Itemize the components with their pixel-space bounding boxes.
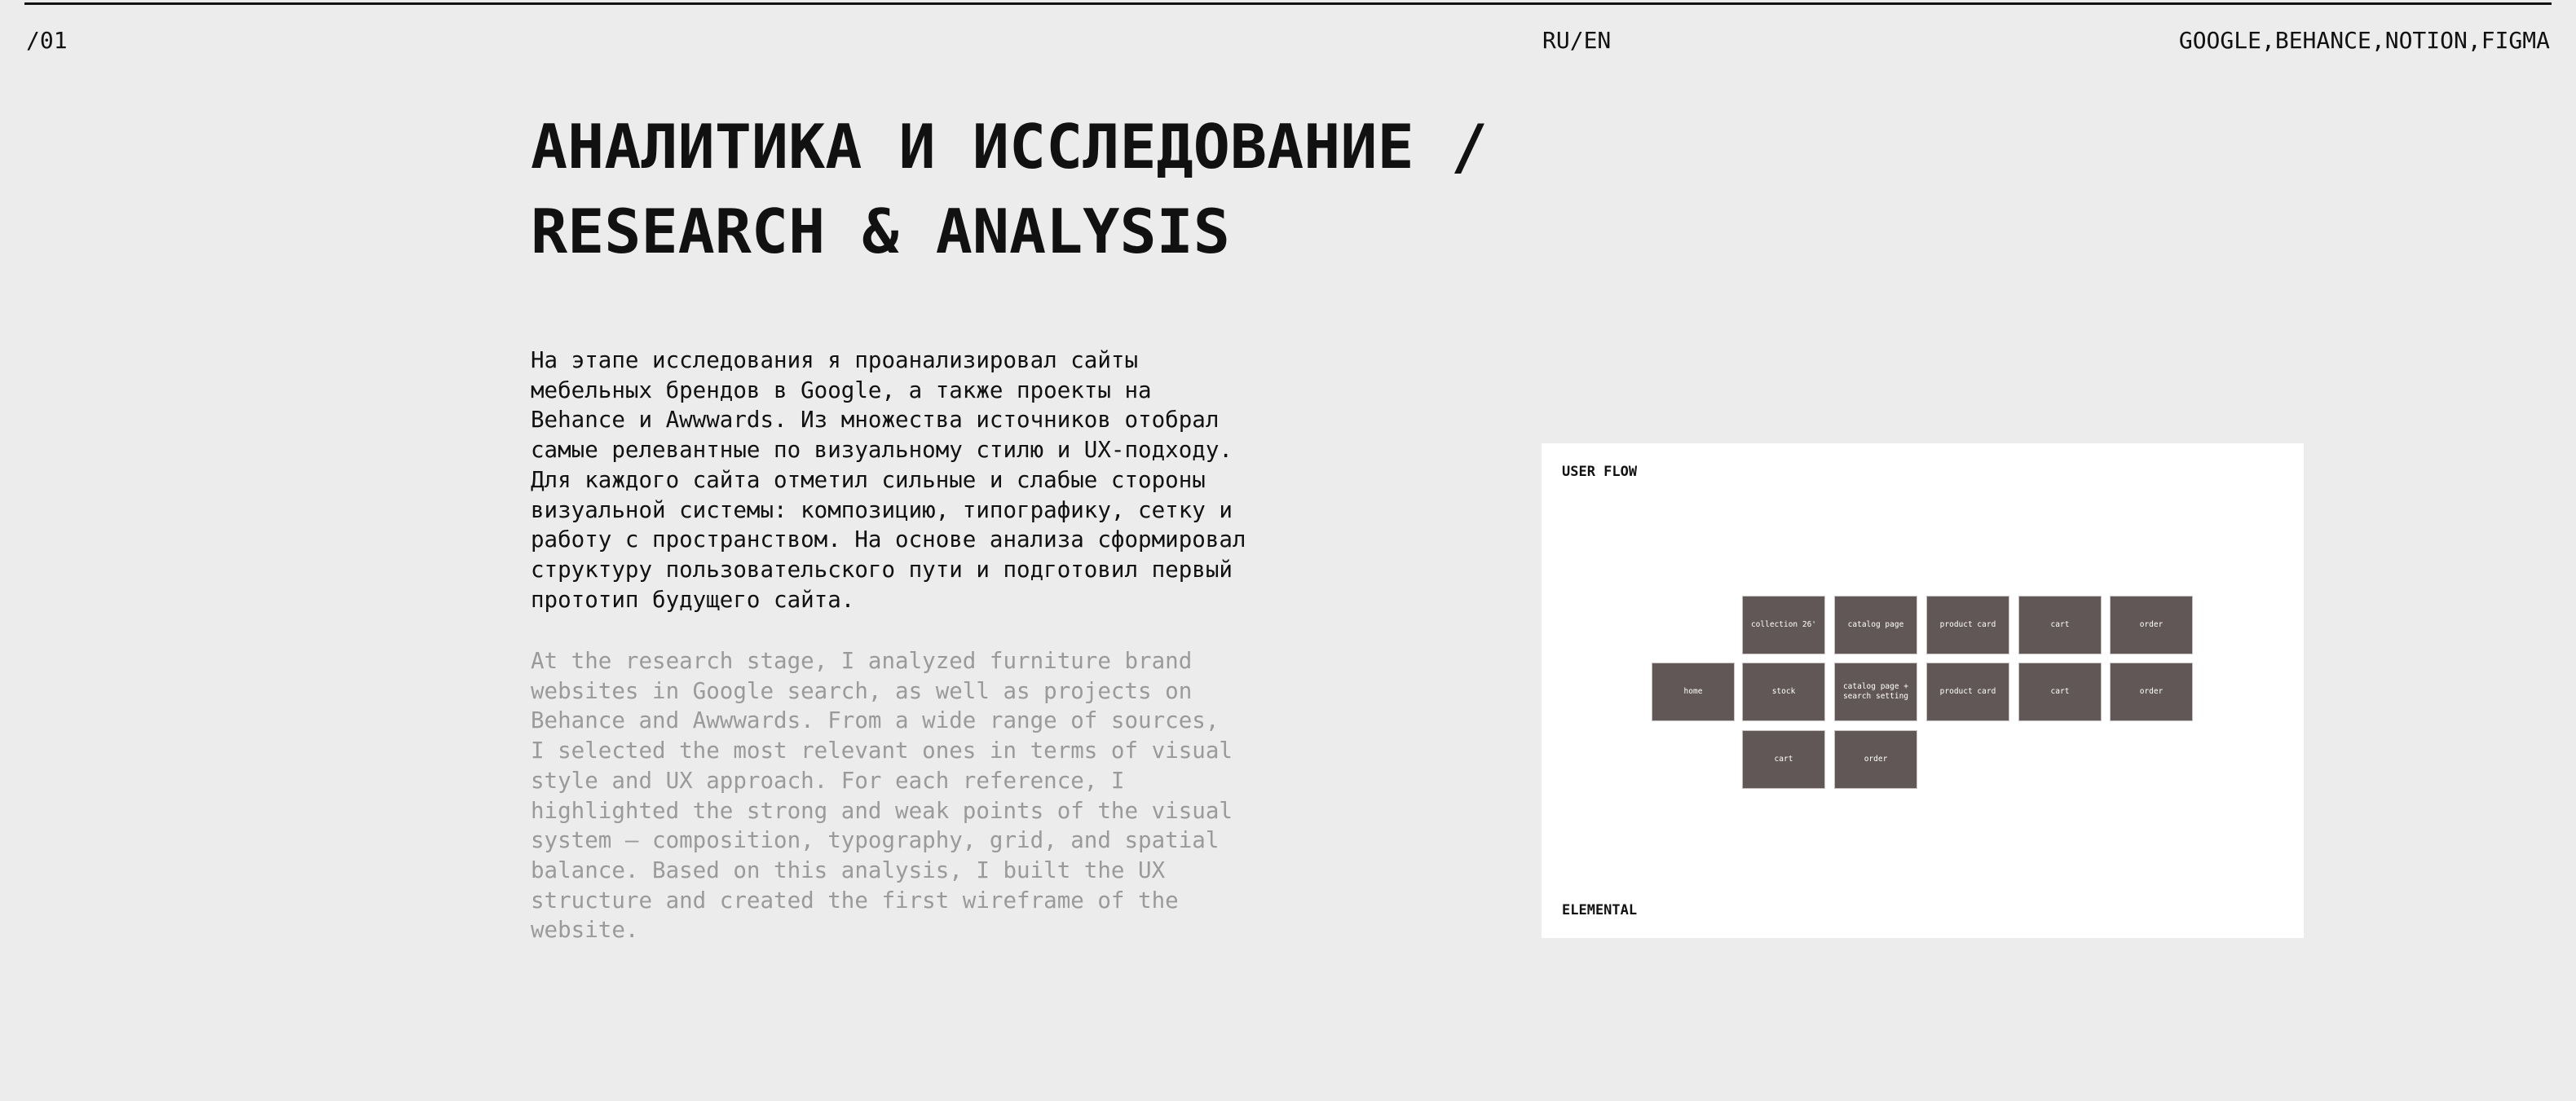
flow-node-order: order xyxy=(2111,663,2192,720)
top-divider xyxy=(24,2,2552,5)
page-number: /01 xyxy=(26,27,68,54)
user-flow-card xyxy=(1542,443,2304,938)
flow-node-product-card: product card xyxy=(1927,663,2009,720)
flow-node-catalog-search: catalog page + search setting xyxy=(1835,663,1917,720)
title-ru: АНАЛИТИКА И ИССЛЕДОВАНИЕ / xyxy=(531,111,1488,183)
flow-node-order: order xyxy=(1835,731,1917,788)
title-en: RESEARCH & ANALYSIS xyxy=(531,196,1230,267)
flow-node-cart: cart xyxy=(2019,663,2101,720)
flow-node-collection: collection 26' xyxy=(1743,597,1824,654)
brand-name: ELEMENTAL xyxy=(1562,902,1638,918)
flow-node-home: home xyxy=(1652,663,1734,720)
flow-node-product-card: product card xyxy=(1927,597,2009,654)
description-ru: На этапе исследования я проанализировал сайты мебельных брендов в Google, а также проекты на Behance и Awwwards. Из множества источников отобрал самые релевантные по визуальному стилю и UX-подходу. Для каждого сайта отметил сильные и слабые стороны визуальной системы: композицию, типографику, сетку и работу с пространством. На основе анализа сформировал структуру пользовательского пути и подготовил первый прототип будущего сайта. xyxy=(531,347,1246,613)
flow-node-stock: stock xyxy=(1743,663,1824,720)
flow-node-order: order xyxy=(2111,597,2192,654)
flow-node-cart: cart xyxy=(1743,731,1824,788)
user-flow-title: USER FLOW xyxy=(1562,464,1638,480)
tools-list: GOOGLE,BEHANCE,NOTION,FIGMA xyxy=(2178,27,2550,54)
flow-node-cart: cart xyxy=(2019,597,2101,654)
section-title xyxy=(531,104,1488,274)
flow-node-catalog: catalog page xyxy=(1835,597,1917,654)
language-switch[interactable]: RU/EN xyxy=(1542,27,1612,54)
description-en: At the research stage, I analyzed furniture brand websites in Google search, as well as projects on Behance and Awwwards. From a wide range of sources, I selected the most relevant ones in terms of visual style and UX approach. For each reference, I highlighted the strong and weak points of the visual system — composition, typography, grid, and spatial balance. Based on this analysis, I built the UX structure and created the first wireframe of the website. xyxy=(531,648,1233,944)
